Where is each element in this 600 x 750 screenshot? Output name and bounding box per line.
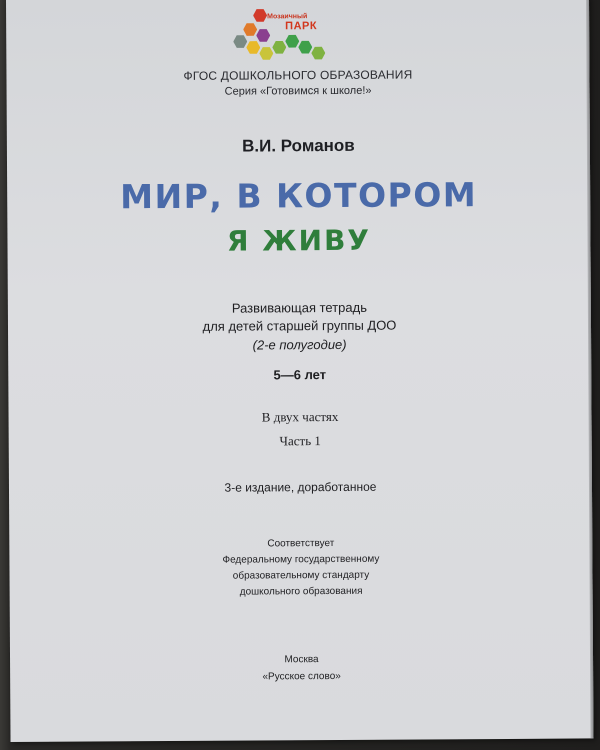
logo-hex — [311, 46, 325, 60]
description-line1: Развивающая тетрадь — [231, 299, 368, 316]
conformity-line2: Федеральному государственному — [222, 553, 380, 566]
logo-hex — [285, 34, 299, 48]
logo-hex — [243, 22, 257, 36]
logo-line2: ПАРК — [285, 20, 318, 33]
conformity-line3: образовательному стандарту — [232, 569, 370, 582]
series-name: Серия «Готовимся к школе!» — [224, 84, 372, 98]
logo-hex — [233, 35, 247, 49]
logo-wordmark — [267, 12, 317, 32]
book-title-line2: Я ЖИВУ — [226, 223, 372, 258]
edition-info: 3-е издание, доработанное — [224, 479, 377, 495]
author-name: В.И. Романов — [242, 135, 355, 156]
logo-hex — [259, 46, 273, 60]
title-page — [6, 0, 594, 742]
logo-hex — [298, 40, 312, 54]
publisher-logo — [231, 8, 326, 69]
age-range: 5—6 лет — [273, 367, 327, 383]
logo-line1: Мозаичный — [267, 13, 308, 21]
description-line2: для детей старшей группы ДОО — [202, 317, 397, 334]
book-title-line1: МИР, В КОТОРОМ — [120, 175, 478, 217]
imprint-city: Москва — [284, 654, 319, 666]
logo-hex — [272, 40, 286, 54]
description-semester: (2-е полугодие) — [252, 336, 347, 353]
parts-total: В двух частях — [261, 408, 339, 425]
conformity-line1: Соответствует — [267, 538, 335, 550]
logo-hex — [253, 8, 267, 22]
logo-hex — [246, 40, 260, 54]
standard-header: ФГОС ДОШКОЛЬНОГО ОБРАЗОВАНИЯ — [183, 67, 413, 83]
conformity-line4: дошкольного образования — [239, 585, 363, 598]
imprint-publisher: «Русское слово» — [262, 670, 341, 683]
part-number: Часть 1 — [279, 433, 321, 449]
